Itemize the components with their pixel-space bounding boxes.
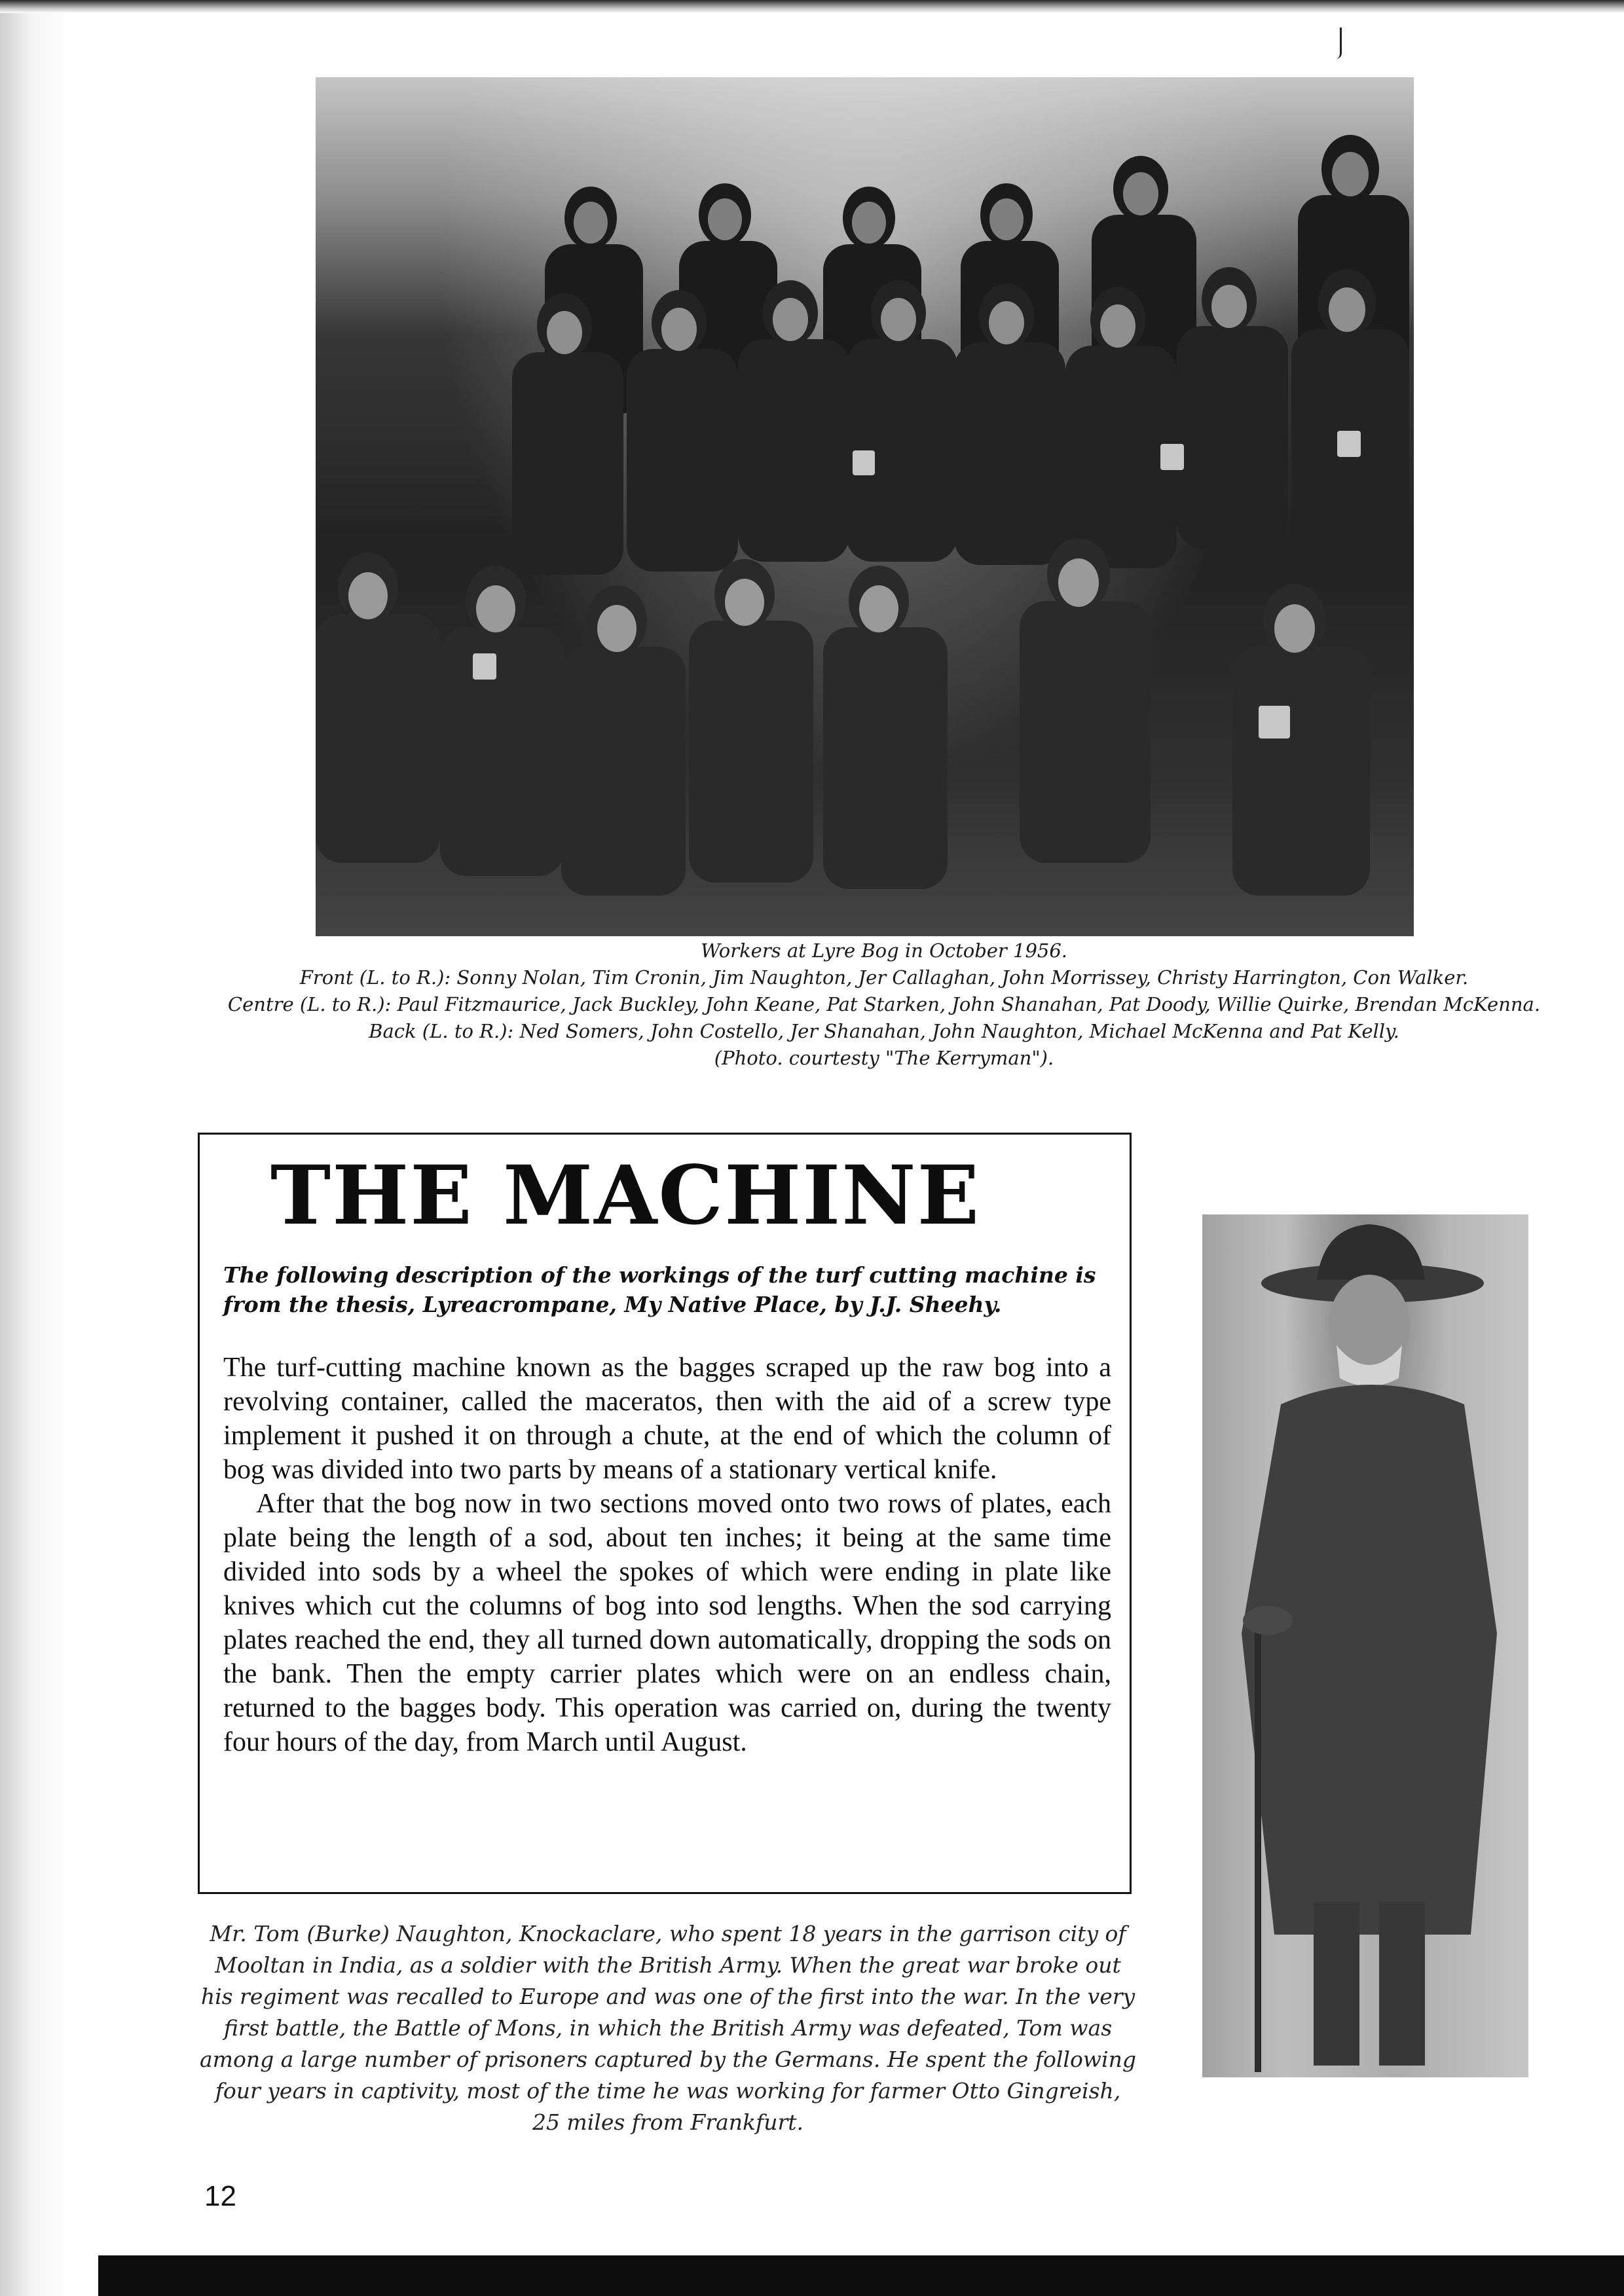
caption-line: his regiment was recalled to Europe and was one of the first into the war. In the very	[200, 1984, 1135, 2009]
portrait-photo	[1202, 1214, 1528, 2077]
caption-line: Mooltan in India, as a soldier with the British Army. When the great war broke out	[215, 1952, 1121, 1978]
scan-mark	[1336, 27, 1342, 59]
article-paragraph: The turf-cutting machine known as the bagges scraped up the raw bog into a revolving container, called the maceratos, then with the aid of a screw type implement it pushed it on through a chute, at the end of which the column of bog was divided into two parts by means of a stationary vertical knife.	[223, 1353, 1111, 1485]
workers-group-photo	[316, 77, 1414, 936]
article-body	[223, 1351, 1111, 1759]
caption-line: first battle, the Battle of Mons, in which the British Army was defeated, Tom was	[223, 2015, 1113, 2041]
scan-bottom-edge	[98, 2255, 1624, 2296]
article-intro: The following description of the workings of the turf cutting machine is from the thesis, Lyreacrompane, My Native Place, by J.J. Sheehy.	[223, 1262, 1096, 1317]
caption-line: Front (L. to R.): Sonny Nolan, Tim Cronin, Jim Naughton, Jer Callaghan, John Morrissey, Christy Harrington, Con Walker.	[299, 966, 1469, 989]
caption-line: (Photo. courtesty "The Kerryman").	[714, 1047, 1054, 1069]
group-photo-caption	[164, 938, 1604, 1072]
article-paragraph: After that the bog now in two sections moved onto two rows of plates, each plate being the length of a sod, about ten inches; it being at the same time divided into sods by a wheel the spokes of which were ending in plate like knives which cut the columns of bog into sod lengths. When the sod carrying plates reached the end, they all turned down automatically, dropping the sods on the bank. Then the empty carrier plates which were on an endless chain, returned to the bagges body. This operation was carried on, during the twenty four hours of the day, from March until August.	[223, 1489, 1111, 1757]
scan-left-shadow	[0, 0, 69, 2296]
caption-line: 25 miles from Frankfurt.	[532, 2109, 804, 2135]
caption-line: among a large number of prisoners captured by the Germans. He spent the following	[199, 2047, 1136, 2072]
caption-line: Back (L. to R.): Ned Somers, John Costello, Jer Shanahan, John Naughton, Michael McKenna and Pat Kelly.	[369, 1020, 1399, 1042]
scan-top-edge	[0, 0, 1624, 13]
caption-line: Centre (L. to R.): Paul Fitzmaurice, Jack Buckley, John Keane, Pat Starken, John Shanahan, Pat Doody, Willie Quirke, Brendan McKenna.	[227, 993, 1541, 1015]
article-title: THE MACHINE	[270, 1148, 981, 1243]
portrait-caption	[190, 1918, 1146, 2138]
caption-line: four years in captivity, most of the time he was working for farmer Otto Gingreish,	[215, 2078, 1121, 2104]
page-number: 12	[204, 2180, 236, 2212]
caption-line: Mr. Tom (Burke) Naughton, Knockaclare, who spent 18 years in the garrison city of	[210, 1921, 1126, 1946]
caption-line: Workers at Lyre Bog in October 1956.	[700, 939, 1068, 962]
article-box	[198, 1133, 1132, 1894]
